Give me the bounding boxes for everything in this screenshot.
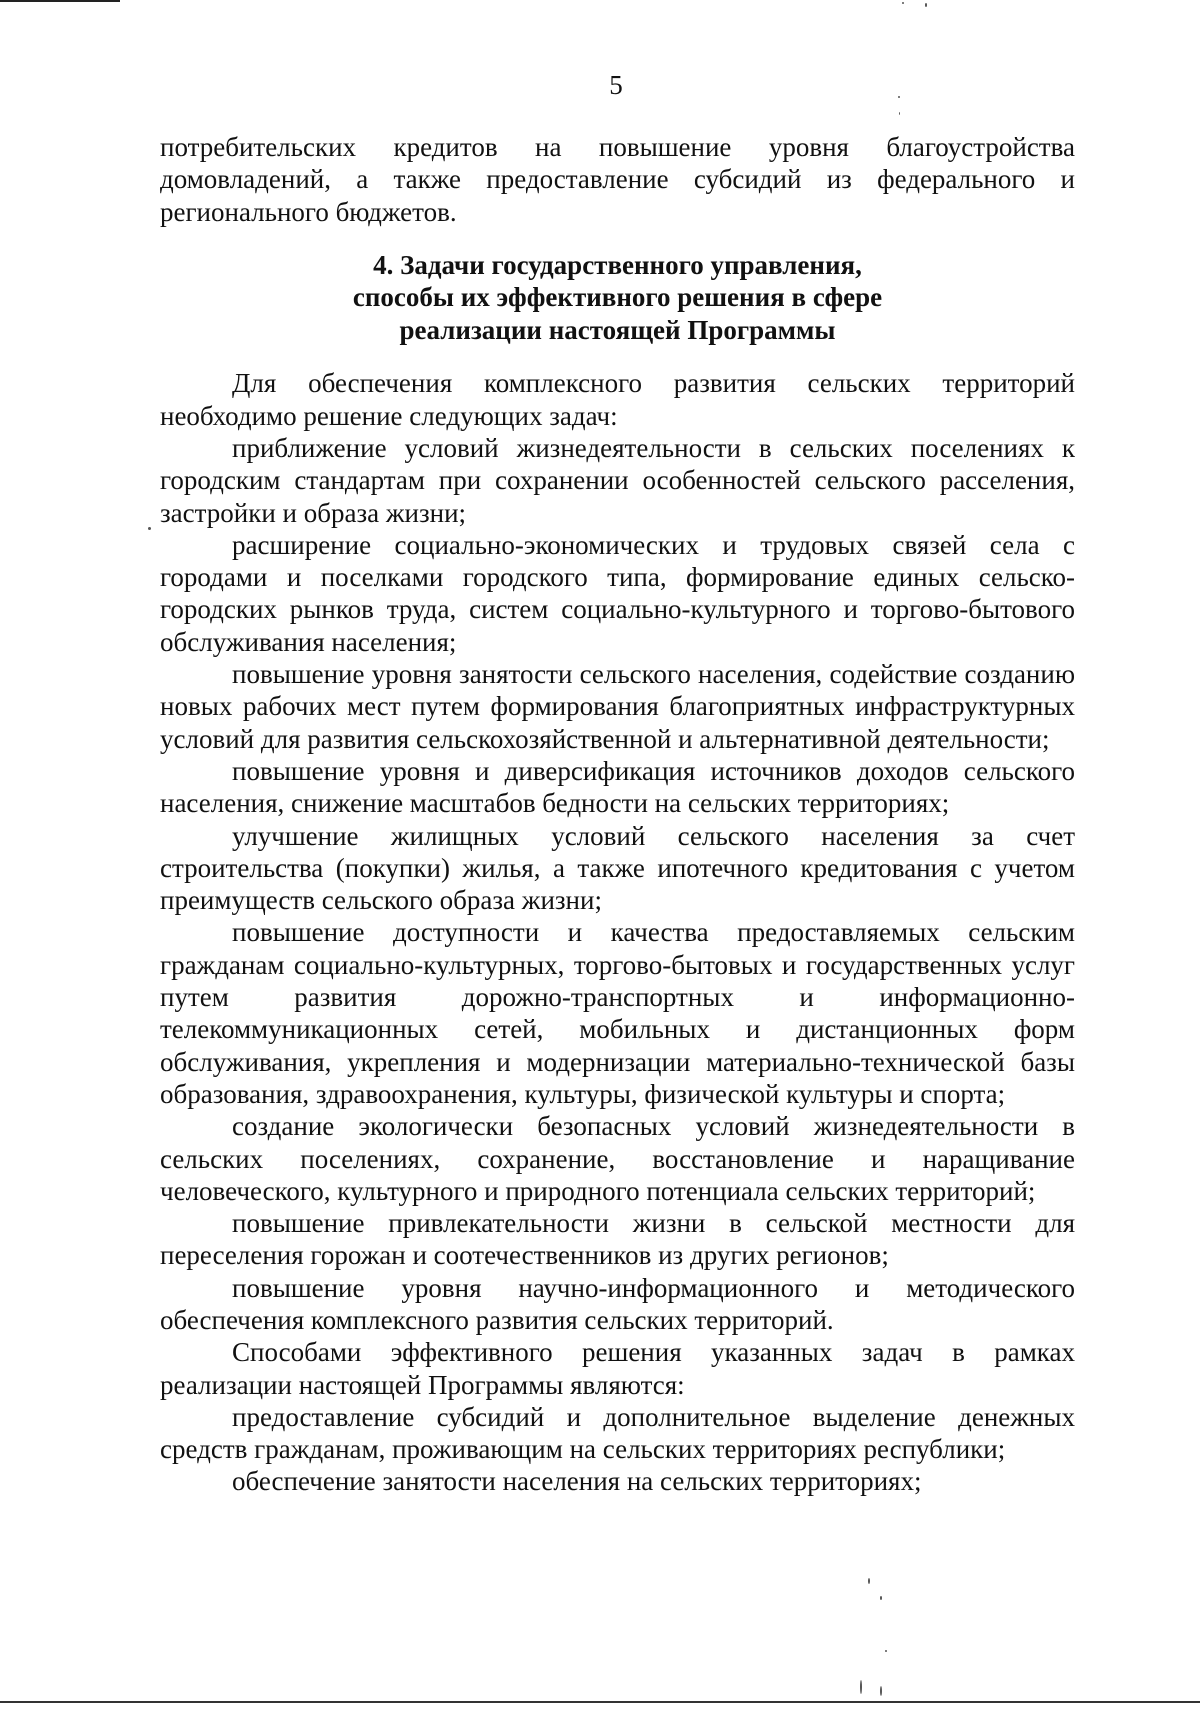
intro-paragraph: потребительских кредитов на повышение уровня благоустройства домовладений, а также предоставление субсидий из федерального и регионального бюджетов. xyxy=(160,132,1075,227)
paragraph-task-income: повышение уровня и диверсификация источников доходов сельского населения, снижение масштабов бедности на сельских территориях; xyxy=(160,755,1075,819)
paragraph-task-employment: повышение уровня занятости сельского населения, содействие созданию новых рабочих мест путем формирования благоприятных инфраструктурных условий для развития сельскохозяйственной и альтернативной деятельности; xyxy=(160,659,1075,754)
paragraph-method-employment: обеспечение занятости населения на сельских территориях; xyxy=(232,1466,922,1497)
paragraph-task-services: повышение доступности и качества предоставляемых сельским гражданам социально-культурных, торгово-бытовых и государственных услуг путем развития дорожно-транспортных и информационно-телекоммуникационных сетей, мобильных и дистанционных форм обслуживания, укрепления и модернизации материально-технической базы образования, здравоохранения, культуры, физической культуры и спорта; xyxy=(160,917,1075,1109)
paragraph-tasks-intro: Для обеспечения комплексного развития сельских территорий необходимо решение следующих задач: xyxy=(160,368,1075,431)
paragraph-task-housing: улучшение жилищных условий сельского населения за счет строительства (покупки) жилья, а также ипотечного кредитования с учетом преимуществ сельского образа жизни; xyxy=(160,820,1075,916)
paragraph-task-urban-links: расширение социально-экономических и трудовых связей села с городами и поселками городского типа, формирование единых сельско-городских рынков труда, систем социально-культурного и торгово-бытового обслуживания населения; xyxy=(160,529,1075,657)
paragraph-task-scientific-support: повышение уровня научно-информационного и методического обеспечения комплексного развития сельских территорий. xyxy=(160,1272,1075,1335)
section-heading-line-1: 4. Задачи государственного управления, xyxy=(373,249,862,280)
section-heading-line-3: реализации настоящей Программы xyxy=(399,314,836,345)
paragraph-task-living-conditions: приближение условий жизнедеятельности в сельских поселениях к городским стандартам при сохранении особенностей сельского расселения, застройки и образа жизни; xyxy=(160,432,1075,528)
paragraph-task-attractiveness: повышение привлекательности жизни в сельской местности для переселения горожан и соотечественников из других регионов; xyxy=(160,1208,1075,1271)
page-number: 5 xyxy=(609,70,623,100)
bottom-edge-rule xyxy=(0,1701,1200,1703)
paragraph-task-ecology: создание экологически безопасных условий жизнедеятельности в сельских поселениях, сохранение, восстановление и наращивание человеческого, культурного и природного потенциала сельских территорий; xyxy=(160,1111,1075,1206)
section-heading xyxy=(160,249,1075,347)
section-heading-line-2: способы их эффективного решения в сфере xyxy=(352,282,883,313)
paragraph-method-subsidies: предоставление субсидий и дополнительное выделение денежных средств гражданам, проживающим на сельских территориях республики; xyxy=(160,1401,1075,1465)
top-edge-rule xyxy=(0,0,120,2)
document-body xyxy=(160,131,1075,1498)
paragraph-methods-intro: Способами эффективного решения указанных задач в рамках реализации настоящей Программы являются: xyxy=(160,1337,1075,1400)
